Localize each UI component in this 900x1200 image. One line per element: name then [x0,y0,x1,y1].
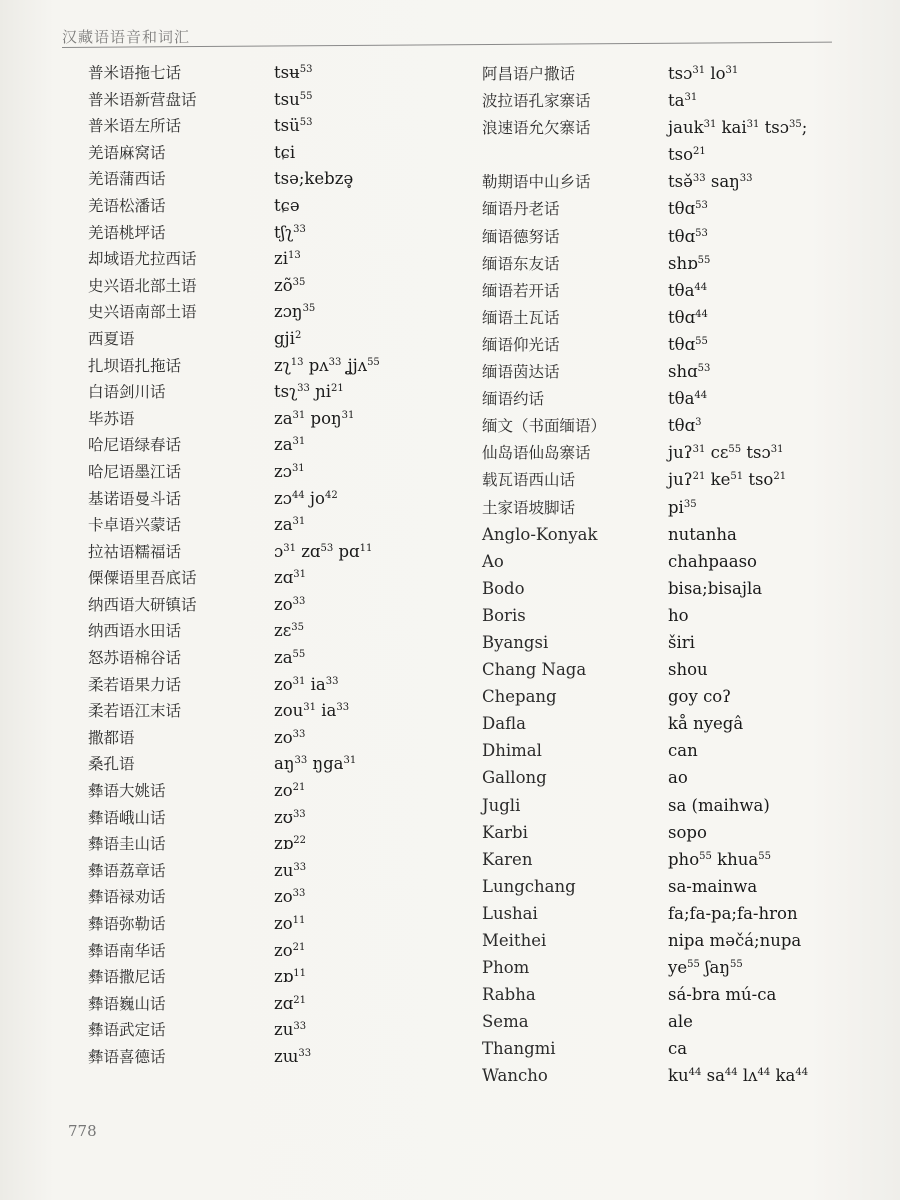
entry-row [482,629,872,656]
word-form: gji$^2$ [274,328,302,348]
language-name: Gallong [482,768,547,788]
language-name: 彝语大姚话 [88,782,166,801]
entry-row [88,432,468,459]
entry-row [88,1017,468,1044]
entry-row [482,358,872,385]
entry-row [482,331,872,358]
language-name: 缅语约话 [482,390,545,409]
word-form: tso$^{21}$ [668,145,706,165]
word-form: $zu^{33}$ [274,1020,307,1040]
language-name: 纳西语水田话 [88,622,182,641]
entry-row [88,725,468,752]
entry-row [88,805,468,832]
language-name: 普米语新营盘话 [88,90,197,109]
language-name: 西夏语 [88,329,135,348]
word-form: juʔ$^{31}$ cɛ$^{55}$ tsɔ$^{31}$ [668,443,784,463]
word-form: bisa;bisajla [668,578,763,598]
entry-row [88,220,468,247]
language-name: Meithei [482,931,547,950]
language-name: 白语剑川话 [88,383,166,402]
entry-row [88,911,468,938]
word-form: $zo^{33}$ [274,887,306,907]
language-name: 羌语桃坪话 [88,223,166,242]
language-name: 哈尼语绿春话 [88,436,182,455]
word-form: tθɑ$^{44}$ [668,307,708,327]
word-form: $zo^{33}$ [274,594,306,614]
word-form: zɛ$^{35}$ [274,621,304,641]
entry-row [482,277,872,304]
language-name: 浪速语允欠寨话 [482,119,591,138]
entry-row [482,466,872,493]
word-form: zɑ$^{31}$ [274,568,306,588]
entry-row [88,486,468,513]
word-form: tθɑ$^3$ [668,416,702,436]
word-form: $aŋ^{33}$ ŋga$^{31}$ [274,754,357,774]
entry-row [482,873,872,900]
entry-row [482,764,872,791]
entry-row [88,858,468,885]
word-form: $pi^{35}$ [668,497,697,517]
word-form: nipa məčá;nupa [668,931,802,950]
word-form: $zo^{21}$ [274,940,306,960]
entry-row [88,353,468,380]
entry-row [482,439,872,466]
language-name: Rabha [482,985,536,1005]
language-name: 彝语巍山话 [88,994,166,1013]
entry-row [482,87,872,114]
entry-row [88,592,468,619]
language-name: 怒苏语棉谷话 [88,649,182,668]
entry-row [88,459,468,486]
word-form: tθɑ$^{53}$ [668,226,708,246]
word-form: ca [668,1039,688,1059]
word-form: shɑ$^{53}$ [668,362,711,382]
word-form: $zo^{21}$ [274,781,306,801]
entry-row [88,1044,468,1071]
word-form: širi [668,632,695,652]
language-name: 缅语丹老话 [482,200,560,219]
language-name: 缅语仰光话 [482,335,560,354]
language-name: 阿昌语户撒话 [482,65,576,83]
language-name: 缅文（书面缅语） [482,417,607,436]
language-name: 彝语撒尼话 [88,968,166,987]
language-name: Dhimal [482,741,542,761]
word-form: sa-mainwa [668,876,758,896]
word-form: tsə̌$^{33}$ saŋ$^{33}$ [668,172,753,192]
entry-row [88,299,468,326]
word-form: shɒ$^{55}$ [668,253,711,273]
page-number: 778 [68,1122,97,1140]
language-name: 波拉语孔家寨话 [482,92,591,111]
word-form: $zu^{33}$ [274,860,307,880]
word-form: tsɔ$^{31}$ $lo^{31}$ [668,64,739,83]
entry-row [482,792,872,819]
word-form: zɔ$^{31}$ [274,461,305,481]
word-form: tθɑ$^{55}$ [668,334,708,354]
word-form: ale [668,1012,693,1032]
entry-row [88,618,468,645]
language-name: 仙岛语仙岛寨话 [482,444,591,463]
entry-row [482,60,872,87]
word-form: tθa$^{44}$ [668,280,708,300]
word-form: goy coʔ [668,687,732,707]
word-form: jauk$^{31}$ kai$^{31}$ tsɔ$^{35}$; [668,118,808,138]
word-form: kå nyegâ [668,714,744,734]
language-name: 卡卓语兴蒙话 [88,516,182,535]
entry-row [482,656,872,683]
word-form: sopo [668,822,707,842]
language-name: 傈僳语里吾底话 [88,569,197,588]
language-name: 彝语弥勒话 [88,915,166,933]
entry-row [88,831,468,858]
language-name: 史兴语北部土语 [88,276,197,295]
entry-row [88,645,468,672]
entry-row [88,166,468,193]
entry-row [88,565,468,592]
word-form: ho [668,605,689,625]
language-name: 彝语武定话 [88,1021,166,1040]
word-form: ɔ$^{31}$ zɑ$^{53}$ pɑ$^{11}$ [274,541,373,561]
entry-row [88,672,468,699]
entry-row [482,1062,872,1089]
entry-row [88,406,468,433]
word-form: zʊ$^{33}$ [274,807,306,827]
word-form: $za^{31}$ poŋ$^{31}$ [274,408,355,428]
language-name: 彝语荔章话 [88,861,166,880]
entry-row [482,223,872,250]
word-form: sa (maihwa) [668,795,770,815]
language-name: 纳西语大研镇话 [88,595,197,614]
language-name: Sema [482,1012,529,1032]
word-form: tθɑ$^{53}$ [668,199,708,219]
language-name: 哈尼语墨江话 [88,462,182,481]
language-name: Lungchang [482,876,576,896]
language-name: Byangsi [482,632,549,652]
language-name: Chepang [482,687,557,707]
language-name: Phom [482,958,530,978]
language-name: 彝语南华话 [88,941,166,960]
entry-row [482,710,872,737]
word-form: $ye^{55}$ ʃaŋ$^{55}$ [668,958,743,978]
entry-row [88,991,468,1018]
word-form: tʃʅ$^{33}$ [274,222,306,242]
right-column [482,60,872,1090]
word-form: tsü$^{53}$ [274,116,313,136]
language-name: 撒都语 [88,728,135,747]
entry-row [482,927,872,954]
entry-row [482,900,872,927]
language-name: Karbi [482,822,528,842]
word-form: $ku^{44}$ $sa^{44}$ lʌ$^{44}$ $ka^{44}$ [668,1066,809,1086]
language-name: 缅语德努话 [482,227,560,246]
word-form: juʔ$^{21}$ $ke^{51}$ tso$^{21}$ [668,470,787,490]
language-name: 载瓦语西山话 [482,471,576,490]
entry-row [88,539,468,566]
entry-row [88,778,468,805]
entry-row [482,575,872,602]
entry-row [482,114,872,141]
entry-row [88,884,468,911]
word-form: zʅ$^{13}$ pʌ$^{33}$ ʝjʌ$^{55}$ [274,355,380,375]
entry-row [88,938,468,965]
language-name: 彝语禄劝话 [88,888,166,907]
language-name: 彝语圭山话 [88,835,166,854]
language-name: 彝语喜德话 [88,1047,166,1066]
entry-row [482,521,872,548]
word-form: zɔŋ$^{35}$ [274,302,316,322]
entry-row [88,379,468,406]
word-form: $zo^{11}$ [274,914,306,933]
language-name: 普米语左所话 [88,117,182,136]
word-form: tsʉ$^{53}$ [274,63,313,82]
entry-row [88,113,468,140]
entry-row [482,250,872,277]
word-form: tsʅ$^{33}$ ɲi$^{21}$ [274,382,344,402]
entry-row [482,304,872,331]
language-name: Anglo-Konyak [482,524,598,544]
language-name: 勒期语中山乡话 [482,173,591,192]
word-form: ao [668,768,688,788]
entry-row [482,412,872,439]
word-form: nutanha [668,524,737,544]
word-form: pho$^{55}$ khua$^{55}$ [668,849,771,869]
entry-row [88,87,468,114]
language-name: 缅语若开话 [482,281,560,300]
entry-row [88,60,468,87]
word-form: zɔ$^{44}$ $jo^{42}$ [274,488,338,508]
word-form: zɒ$^{22}$ [274,834,306,854]
word-form: $ta^{31}$ [668,91,698,111]
word-form: zɯ$^{33}$ [274,1046,312,1066]
language-name: Boris [482,605,526,625]
language-name: 毕苏语 [88,409,135,428]
language-name: Bodo [482,578,525,598]
entry-row [482,168,872,195]
word-form: tɕə [274,195,300,215]
word-form: shou [668,660,708,680]
word-form: tsə;kebzə̥ [274,169,354,189]
entry-row [88,751,468,778]
word-form: chahpaaso [668,551,757,571]
language-name: Wancho [482,1066,548,1086]
word-form: sá-bra mú-ca [668,985,777,1005]
entry-row [482,602,872,629]
entry-row [482,1008,872,1035]
language-name: 扎坝语扎拖话 [88,356,182,375]
entry-row [482,385,872,412]
language-name: 史兴语南部土语 [88,303,197,322]
language-name: 基诺语曼斗话 [88,489,182,508]
language-name: 羌语麻窝话 [88,143,166,162]
word-form: zɒ$^{11}$ [274,967,306,987]
language-name: 拉祜语糯福话 [88,542,182,561]
language-name: 柔若语江末话 [88,702,182,721]
entry-row [482,737,872,764]
entry-row [88,698,468,725]
language-name: Ao [482,551,504,571]
word-form: $za^{31}$ [274,515,306,535]
word-form: tθa$^{44}$ [668,389,708,409]
entry-row [482,141,872,168]
entry-row [482,195,872,222]
entry-row [88,246,468,273]
language-name: Dafla [482,714,526,734]
language-name: 普米语拖七话 [88,64,182,82]
word-form: $zo^{33}$ [274,727,306,747]
word-form: zɑ$^{21}$ [274,993,306,1013]
language-name: 土家语坡脚话 [482,498,576,517]
language-name: 缅语茵达话 [482,363,560,382]
entry-row [88,273,468,300]
entry-row [482,683,872,710]
language-name: Thangmi [482,1039,556,1059]
entry-row [482,1035,872,1062]
left-column [88,60,468,1071]
word-form: $zi^{13}$ [274,249,301,269]
running-head: 汉藏语语音和词汇 [62,28,191,46]
language-name: 缅语土瓦话 [482,308,560,327]
word-form: $za^{55}$ [274,648,306,668]
word-form: $zo^{31}$ $ia^{33}$ [274,674,339,694]
entry-row [482,954,872,981]
language-name: 柔若语果力话 [88,675,182,694]
entry-row [482,494,872,521]
language-name: Jugli [482,795,521,815]
word-form: tɕi [274,142,296,162]
language-name: 缅语东友话 [482,254,560,273]
entry-row [88,193,468,220]
word-form: can [668,741,698,761]
language-name: 却域语尤拉西话 [88,250,197,269]
language-name: 桑孔语 [88,755,135,774]
language-name: Karen [482,849,533,869]
entry-row [88,140,468,167]
entry-row [88,326,468,353]
entry-row [482,846,872,873]
entry-row [88,964,468,991]
entry-row [482,819,872,846]
word-form: $zõ^{35}$ [274,275,306,295]
word-form: fa;fa-pa;fa-hron [668,903,798,923]
word-form: $za^{31}$ [274,435,306,455]
language-name: 羌语松潘话 [88,196,166,215]
language-name: Lushai [482,903,538,923]
entry-row [482,548,872,575]
entry-row [482,981,872,1008]
language-name: Chang Naga [482,660,587,680]
word-form: tsu$^{55}$ [274,89,313,109]
word-form: zou$^{31}$ $ia^{33}$ [274,701,350,721]
language-name: 彝语峨山话 [88,808,166,827]
entry-row [88,512,468,539]
language-name: 羌语蒲西话 [88,170,166,189]
